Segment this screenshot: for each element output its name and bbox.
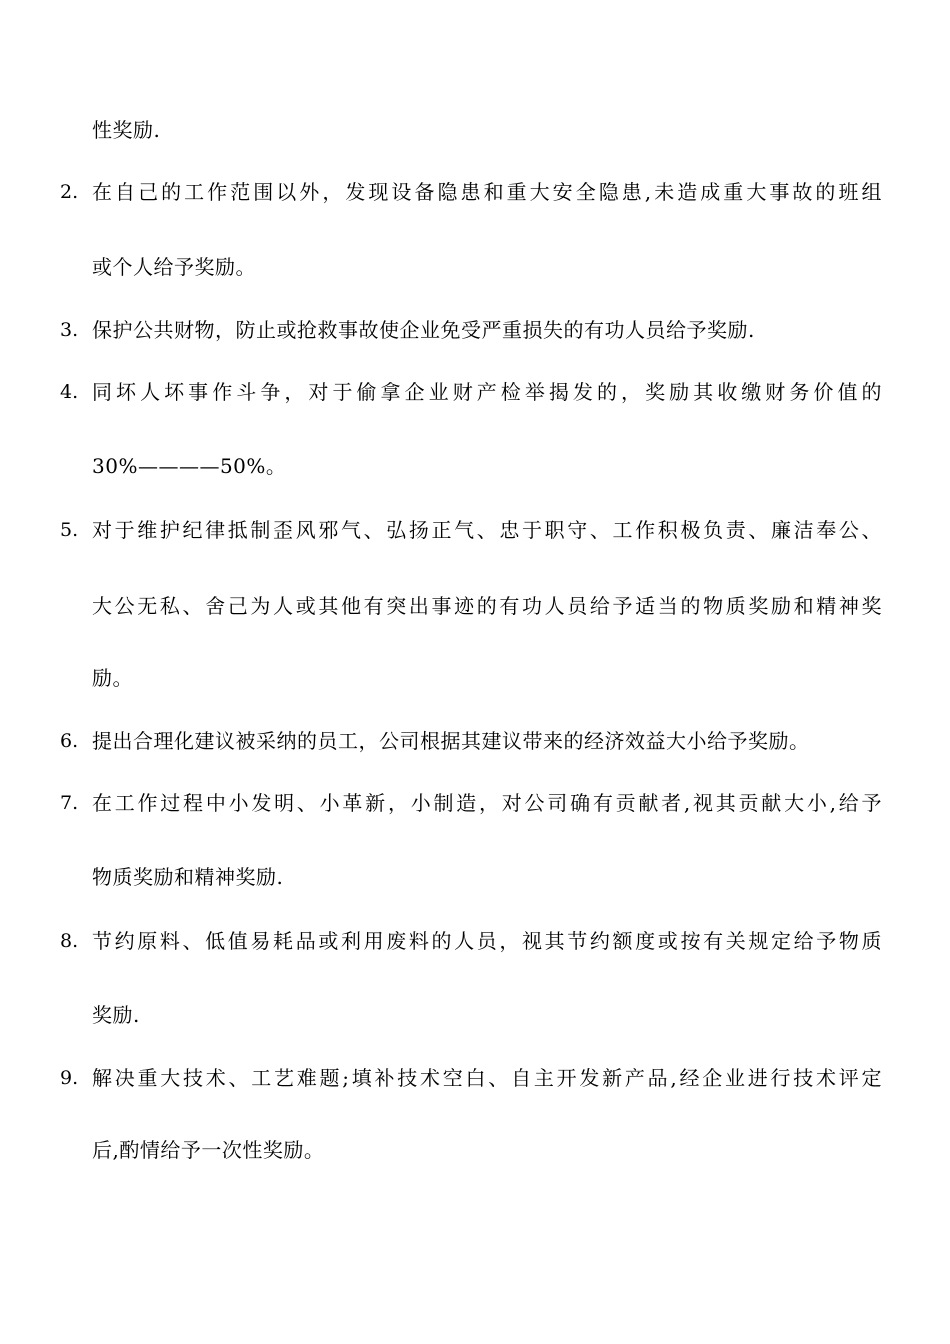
item-9-line-2: 后,酌情给予一次性奖励。 xyxy=(92,1138,325,1162)
item-8-line-1: 节约原料、低值易耗品或利用废料的人员，视其节约额度或按有关规定给予物质 xyxy=(92,929,882,953)
item-2-line-1: 在自己的工作范围以外，发现设备隐患和重大安全隐患,未造成重大事故的班组 xyxy=(92,180,882,204)
item-8-number: 8. xyxy=(60,930,79,952)
item-9-number: 9. xyxy=(60,1067,79,1089)
item-6-number: 6. xyxy=(60,730,79,752)
item-2-line-2: 或个人给予奖励。 xyxy=(92,255,256,279)
item-3-number: 3. xyxy=(60,319,79,341)
item-8-line-2: 奖励. xyxy=(92,1003,140,1027)
item-4-line-2: 30%————50%。 xyxy=(92,454,287,478)
item-5-line-1: 对于维护纪律抵制歪风邪气、弘扬正气、忠于职守、工作积极负责、廉洁奉公、 xyxy=(92,518,882,542)
item-7-line-2: 物质奖励和精神奖励. xyxy=(92,865,284,889)
item-3-line-1: 保护公共财物，防止或抢救事故使企业免受严重损失的有功人员给予奖励. xyxy=(92,318,755,342)
item-5-line-2: 大公无私、舍己为人或其他有突出事迹的有功人员给予适当的物质奖励和精神奖 xyxy=(92,594,882,618)
item-5-number: 5. xyxy=(60,519,79,541)
item-5-line-3: 励。 xyxy=(92,666,133,690)
item-7-number: 7. xyxy=(60,792,79,814)
item-6-line-1: 提出合理化建议被采纳的员工，公司根据其建议带来的经济效益大小给予奖励。 xyxy=(92,729,810,753)
item-2-number: 2. xyxy=(60,181,79,203)
item-1-line-1: 性奖励. xyxy=(92,118,161,142)
item-7-line-1: 在工作过程中小发明、小革新，小制造，对公司确有贡献者,视其贡献大小,给予 xyxy=(92,791,882,815)
item-9-line-1: 解决重大技术、工艺难题;填补技术空白、自主开发新产品,经企业进行技术评定 xyxy=(92,1066,882,1090)
item-4-line-1: 同坏人坏事作斗争，对于偷拿企业财产检举揭发的，奖励其收缴财务价值的 xyxy=(92,380,882,404)
item-4-number: 4. xyxy=(60,381,79,403)
